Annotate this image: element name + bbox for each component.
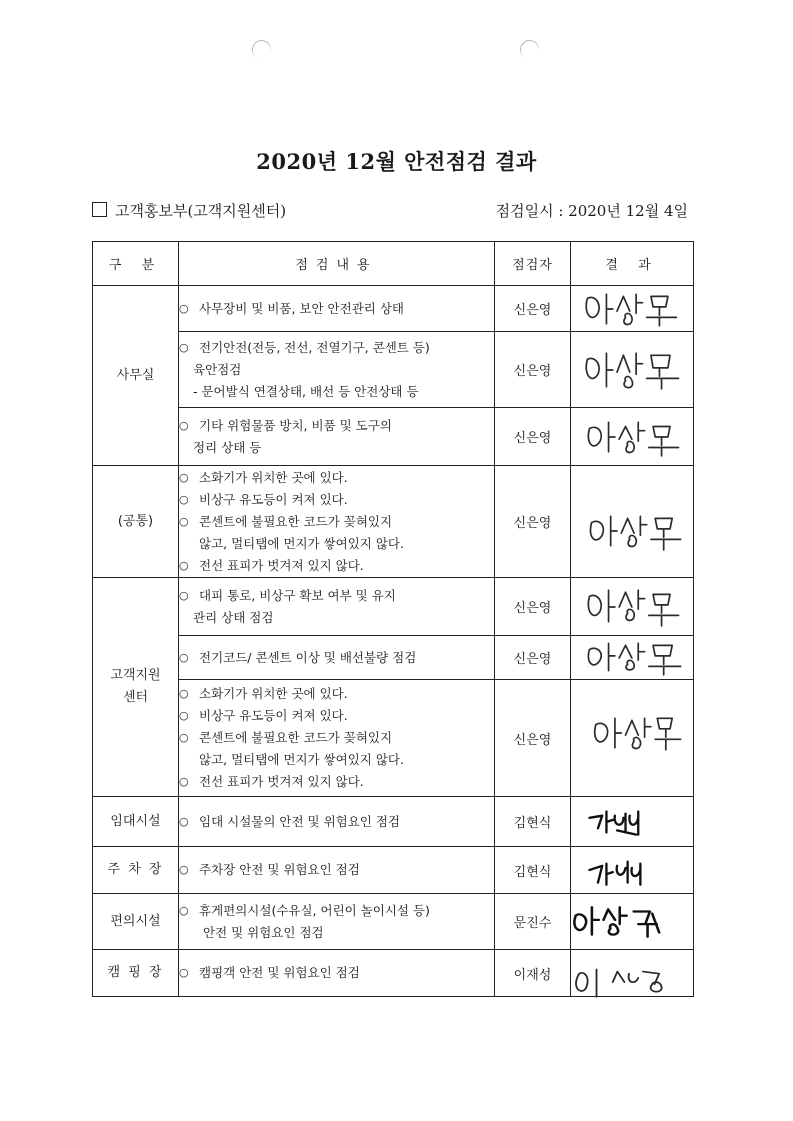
category-label: 고객지원 센터 <box>110 668 161 705</box>
result-cell <box>571 286 694 332</box>
signature <box>581 712 687 754</box>
signature <box>581 586 687 628</box>
table-row <box>93 847 694 894</box>
header-category: 구 분 <box>93 242 179 286</box>
department-checkbox[interactable] <box>92 202 107 217</box>
content-cell <box>179 680 495 797</box>
category-cell: 사무실 <box>93 286 179 466</box>
category-cell: 임대시설 <box>93 797 179 847</box>
content-cell <box>179 578 495 636</box>
result-cell <box>571 847 694 894</box>
table-row <box>93 636 694 680</box>
list-item-continued: 않고, 멀티탭에 먼지가 쌓여있지 않다. <box>199 752 404 767</box>
result-cell <box>571 636 694 680</box>
category-cell: 주 차 장 <box>93 847 179 894</box>
result-cell <box>571 950 694 997</box>
inspector-cell: 이재성 <box>495 950 571 997</box>
list-item: ○ 콘센트에 불필요한 코드가 꽂혀있지 <box>179 511 494 533</box>
result-cell <box>571 466 694 578</box>
table-row <box>93 408 694 466</box>
department-label: 고객홍보부(고객지원센터) <box>115 202 287 220</box>
content-cell <box>179 797 495 847</box>
content-cell <box>179 894 495 950</box>
page-title: 2020년 12월 안전점검 결과 <box>256 149 537 174</box>
inspection-date: 점검일시 : 2020년 12월 4일 <box>495 202 688 220</box>
list-item: ○ 캠핑객 안전 및 위험요인 점검 <box>179 962 494 984</box>
inspection-table <box>92 241 694 997</box>
list-item-continued: 안전 및 위험요인 점검 <box>203 924 324 940</box>
inspector-cell: 문진수 <box>495 894 571 950</box>
content-cell <box>179 466 495 578</box>
header-result: 결 과 <box>571 242 694 286</box>
list-item: ○ 전기안전(전등, 전선, 전열기구, 콘센트 등) <box>179 337 494 359</box>
list-subitem: - 문어발식 연결상태, 배선 등 안전상태 등 <box>193 383 419 399</box>
result-cell <box>571 797 694 847</box>
inspector-cell: 신은영 <box>495 466 571 578</box>
content-cell <box>179 408 495 466</box>
list-item: ○ 비상구 유도등이 켜져 있다. <box>179 705 494 727</box>
header-content: 점검내용 <box>179 242 495 286</box>
list-item: ○ 전선 표피가 벗겨져 있지 않다. <box>179 771 494 793</box>
department <box>92 200 286 221</box>
signature <box>571 901 687 943</box>
content-cell <box>179 847 495 894</box>
list-item: ○ 임대 시설물의 안전 및 위험요인 점검 <box>179 811 494 833</box>
list-item: ○ 비상구 유도등이 켜져 있다. <box>179 489 494 511</box>
list-item: ○ 전기코드/ 콘센트 이상 및 배선불량 점검 <box>179 647 494 669</box>
signature <box>581 416 687 458</box>
list-item: ○ 소화기가 위치한 곳에 있다. <box>179 683 494 705</box>
signature <box>581 849 687 891</box>
list-item: ○ 소화기가 위치한 곳에 있다. <box>179 467 494 489</box>
result-cell <box>571 680 694 797</box>
signature <box>571 959 687 1001</box>
table-row <box>93 950 694 997</box>
punch-hole-left <box>249 37 273 61</box>
inspector-cell: 김현식 <box>495 797 571 847</box>
result-cell <box>571 578 694 636</box>
list-item-continued: 육안점검 <box>193 361 242 377</box>
result-cell <box>571 894 694 950</box>
inspector-cell: 신은영 <box>495 408 571 466</box>
category-cell <box>93 578 179 797</box>
table-row <box>93 680 694 797</box>
content-cell <box>179 332 495 408</box>
list-item-continued: 정리 상태 등 <box>193 439 262 455</box>
list-item: ○ 휴게편의시설(수유실, 어린이 놀이시설 등) <box>179 900 494 922</box>
list-item: ○ 전선 표피가 벗겨져 있지 않다. <box>179 555 494 577</box>
list-item: ○ 대피 통로, 비상구 확보 여부 및 유지 <box>179 585 494 607</box>
inspector-cell: 김현식 <box>495 847 571 894</box>
table-row <box>93 466 694 578</box>
inspector-cell: 신은영 <box>495 286 571 332</box>
list-item: ○ 사무장비 및 비품, 보안 안전관리 상태 <box>179 298 494 320</box>
signature <box>581 510 687 552</box>
header-inspector: 점검자 <box>495 242 571 286</box>
inspector-cell: 신은영 <box>495 636 571 680</box>
table-row <box>93 286 694 332</box>
result-cell <box>571 408 694 466</box>
table-header-row <box>93 242 694 286</box>
list-item-continued: 관리 상태 점검 <box>193 609 274 625</box>
category-cell: 편의시설 <box>93 894 179 950</box>
inspector-cell: 신은영 <box>495 578 571 636</box>
punch-hole-right <box>517 37 541 61</box>
inspector-cell: 신은영 <box>495 680 571 797</box>
result-cell <box>571 332 694 408</box>
content-cell <box>179 286 495 332</box>
inspector-cell: 신은영 <box>495 332 571 408</box>
list-item-continued: 않고, 멀티탭에 먼지가 쌓여있지 않다. <box>199 535 404 551</box>
signature <box>581 349 687 391</box>
signature <box>581 288 687 330</box>
table-row <box>93 797 694 847</box>
signature <box>581 801 687 843</box>
list-item: ○ 콘센트에 불필요한 코드가 꽂혀있지 <box>179 727 494 749</box>
list-item: ○ 주차장 안전 및 위험요인 점검 <box>179 859 494 881</box>
list-item: ○ 기타 위험물품 방치, 비품 및 도구의 <box>179 415 494 437</box>
meta-line <box>92 200 692 222</box>
content-cell <box>179 950 495 997</box>
category-cell: 캠 핑 장 <box>93 950 179 997</box>
signature <box>581 637 687 679</box>
table-row <box>93 332 694 408</box>
table-row <box>93 578 694 636</box>
table-row <box>93 894 694 950</box>
content-cell <box>179 636 495 680</box>
category-cell: (공통) <box>93 466 179 578</box>
